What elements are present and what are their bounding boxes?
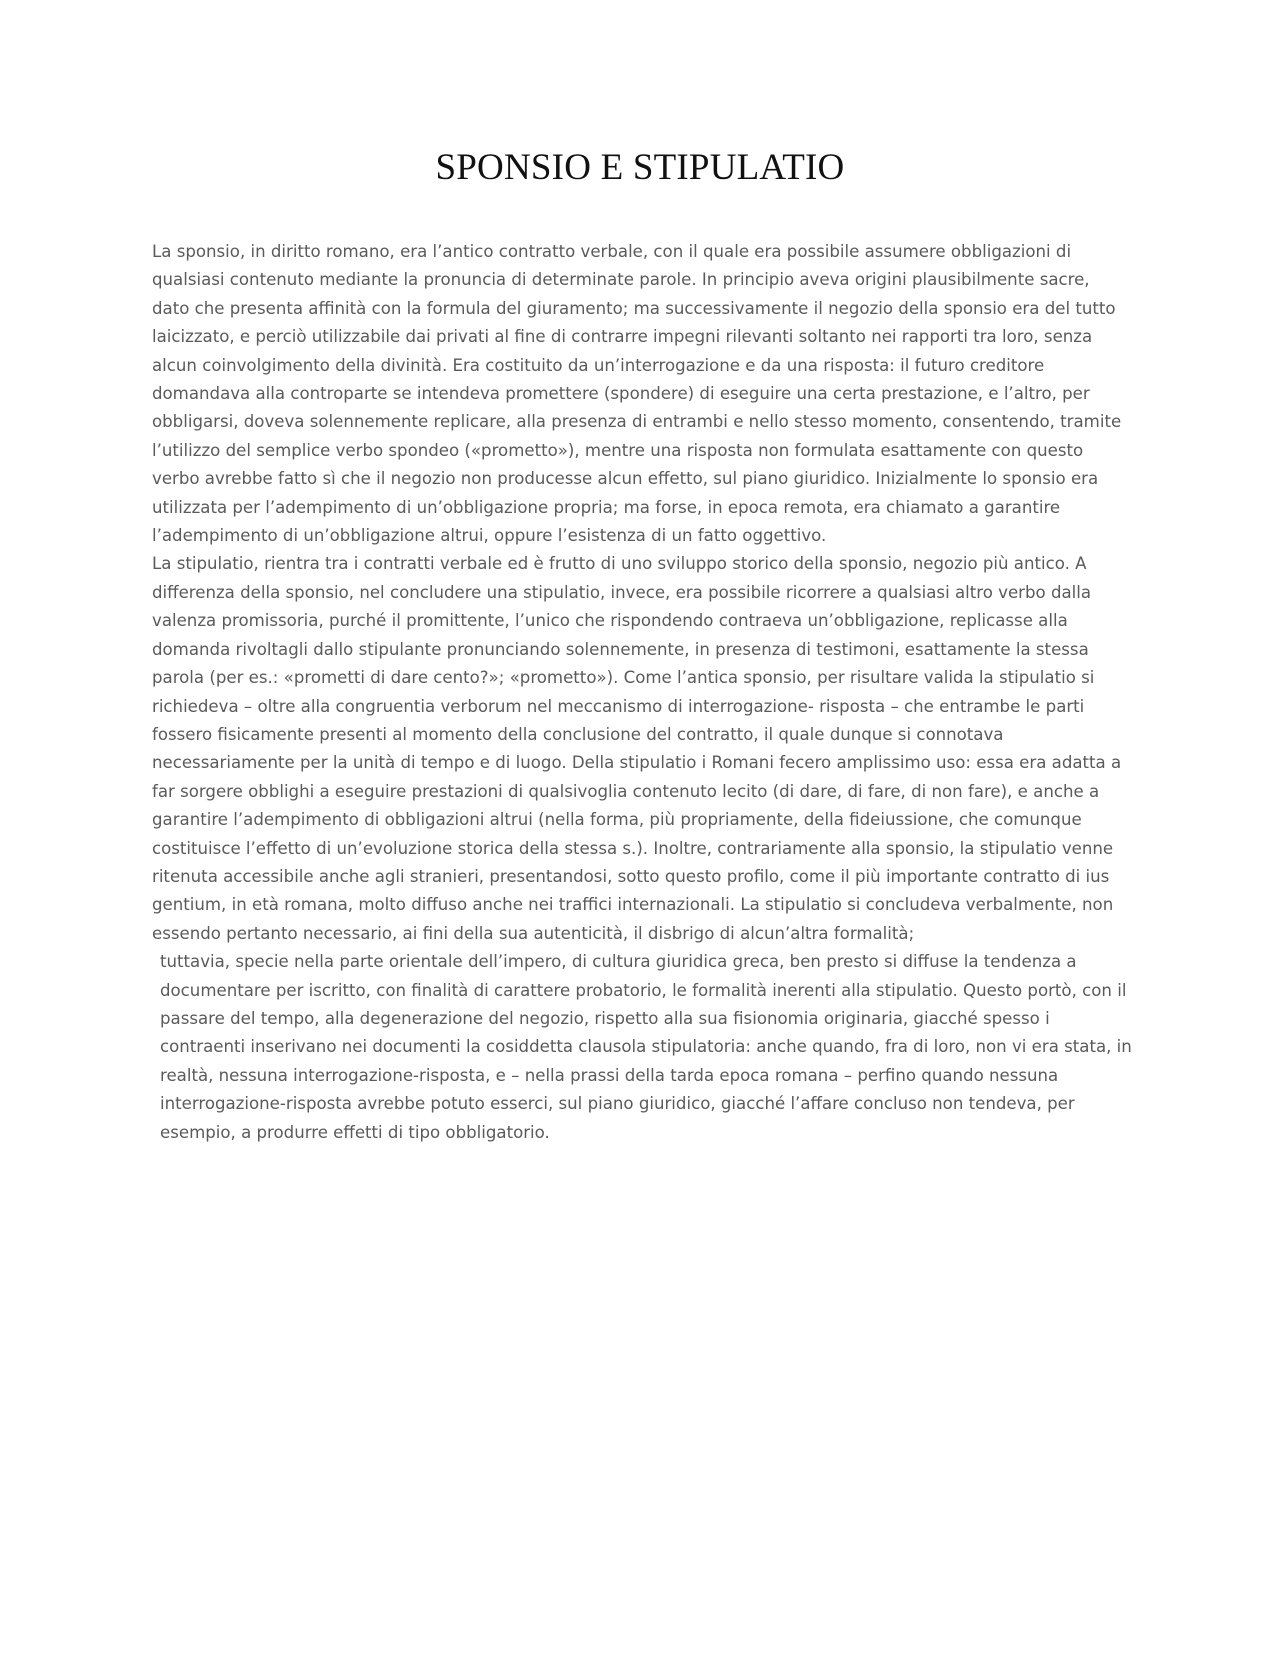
page-title: SPONSIO E STIPULATIO: [435, 147, 845, 188]
paragraph-stipulatio: La stipulatio, rientra tra i contratti verbale ed è frutto di uno sviluppo storico della sponsio, negozio più antico. A differenza della sponsio, nel concludere una stipulatio, invece, era possibile ricorrere a qualsiasi altro verbo dalla valenza promissoria, purché il promittente, l’unico che rispondendo contraeva un’obbligazione, replicasse alla domanda rivoltagli dallo stipulante pronunciando solennemente, in presenza di testimoni, esattamente la stessa parola (per es.: «prometti di dare cento?»; «prometto»). Come l’antica sponsio, per risultare valida la stipulatio si richiedeva – oltre alla congruentia verborum nel meccanismo di interrogazione- risposta – che entrambe le parti fossero fisicamente presenti al momento della conclusione del contratto, il quale dunque si connotava necessariamente per la unità di tempo e di luogo. Della stipulatio i Romani fecero amplissimo uso: essa era adatta a far sorgere obblighi a eseguire prestazioni di qualsivoglia contenuto lecito (di dare, di fare, di non fare), e anche a garantire l’adempimento di obbligazioni altrui (nella forma, più propriamente, della fideiussione, che comunque costituisce l’effetto di un’evoluzione storica della stessa s.). Inoltre, contrariamente alla sponsio, la stipulatio venne ritenuta accessibile anche agli stranieri, presentandosi, sotto questo profilo, come il più importante contratto di ius gentium, in età romana, molto diffuso anche nei traffici internazionali. La stipulatio si concludeva verbalmente, non essendo pertanto necessario, ai fini della sua autenticità, il disbrigo di alcun’altra formalità;: [152, 554, 1122, 943]
paragraph-clausola: tuttavia, specie nella parte orientale dell’impero, di cultura giuridica greca, ben presto si diffuse la tendenza a documentare per iscritto, con finalità di carattere probatorio, le formalità inerenti alla stipulatio. Questo portò, con il passare del tempo, alla degenerazione del negozio, rispetto alla sua fisionomia originaria, giacché spesso i contraenti inserivano nei documenti la cosiddetta clausola stipulatoria: anche quando, fra di loro, non vi era stata, in realtà, nessuna interrogazione-risposta, e – nella prassi della tarda epoca romana – perfino quando nessuna interrogazione-risposta avrebbe potuto esserci, sul piano giuridico, giacché l’affare concluso non tendeva, per esempio, a produrre effetti di tipo obbligatorio.: [160, 952, 1132, 1142]
document-body: [152, 238, 1132, 1147]
paragraph-sponsio: La sponsio, in diritto romano, era l’antico contratto verbale, con il quale era possibile assumere obbligazioni di qualsiasi contenuto mediante la pronuncia di determinate parole. In principio aveva origini plausibilmente sacre, dato che presenta affinità con la formula del giuramento; ma successivamente il negozio della sponsio era del tutto laicizzato, e perciò utilizzabile dai privati al fine di contrarre impegni rilevanti soltanto nei rapporti tra loro, senza alcun coinvolgimento della divinità. Era costituito da un’interrogazione e da una risposta: il futuro creditore domandava alla controparte se intendeva promettere (spondere) di eseguire una certa prestazione, e l’altro, per obbligarsi, doveva solennemente replicare, alla presenza di entrambi e nello stesso momento, consentendo, tramite l’utilizzo del semplice verbo spondeo («prometto»), mentre una risposta non formulata esattamente con questo verbo avrebbe fatto sì che il negozio non producesse alcun effetto, sul piano giuridico. Inizialmente lo sponsio era utilizzata per l’adempimento di un’obbligazione propria; ma forse, in epoca remota, era chiamato a garantire l’adempimento di un’obbligazione altrui, oppure l’esistenza di un fatto oggettivo.: [152, 242, 1122, 546]
